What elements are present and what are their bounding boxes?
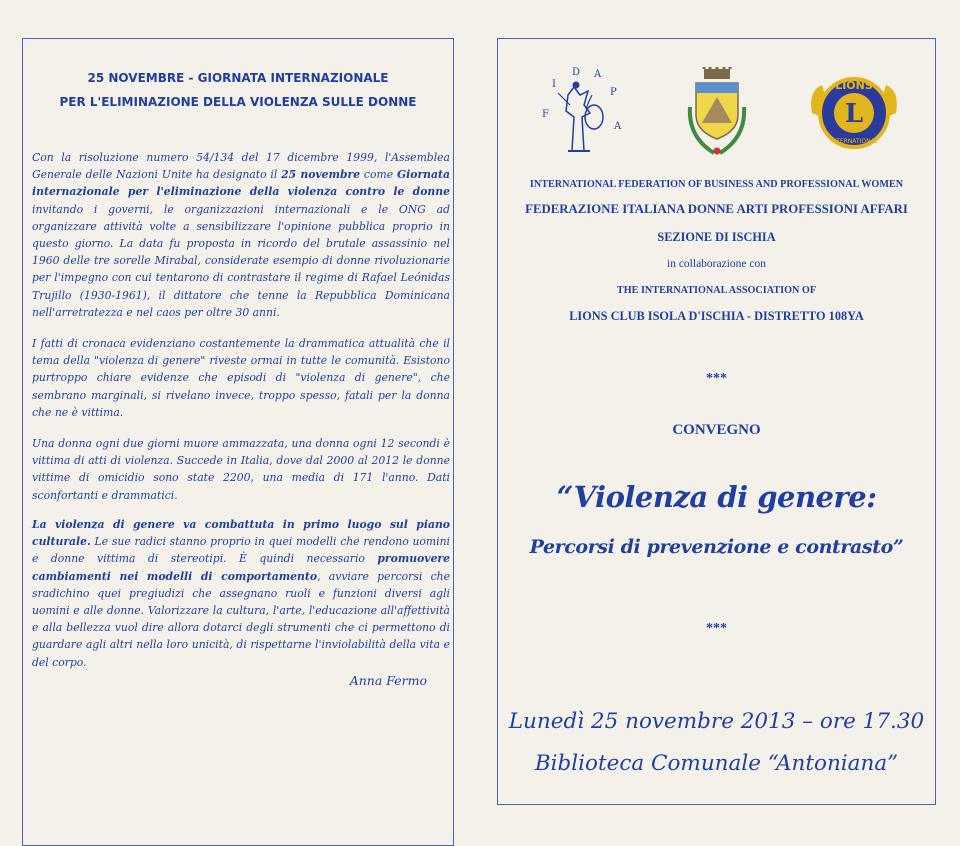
section-name: SEZIONE DI ISCHIA (657, 230, 776, 244)
fidapa-logo (528, 65, 628, 165)
paragraph-2: I fatti di cronaca evidenziano costantemente la drammatica attualità che il tema della "violenza di genere" riveste ormai in tutte le comunità. Esistono purtroppo chiare evidenze che episodi di "violenza di genere", che sembrano marginali, si rivelano invece, troppo spesso, fatali per la donna che ne è vittima. (32, 337, 450, 419)
signature: Anna Fermo (349, 673, 427, 688)
lions-club-name: LIONS CLUB ISOLA D'ISCHIA - DISTRETTO 108YA (569, 309, 864, 323)
lions-logo-letter: L (844, 99, 864, 129)
event-type: CONVEGNO (672, 422, 761, 438)
fidapa-letter-p: P (610, 87, 617, 98)
ischia-crest-logo (684, 67, 750, 159)
collaboration-text: in collaborazione con (667, 258, 766, 270)
fidapa-letter-d: D (572, 67, 581, 78)
paragraph-4-emphasis: promuovere cambiamenti nei modelli di comportamento (32, 552, 450, 583)
paragraph-3: Una donna ogni due giorni muore ammazzata, una donna ogni 12 secondi è vittima di atti di violenza. Succede in Italia, dove dal 2000 al 2012 le donne vittime di omicidio sono state 2200, una media di 171 l'anno. Dati sconfortanti e drammatici. (32, 437, 450, 502)
event-date: Lunedì 25 novembre 2013 – ore 17.30 (508, 709, 925, 734)
left-heading-2: PER L'ELIMINAZIONE DELLA VIOLENZA SULLE DONNE (59, 95, 417, 109)
left-panel (22, 38, 454, 846)
stars-divider-2: *** (706, 621, 727, 636)
paragraph-4 (32, 516, 450, 671)
association-name: THE INTERNATIONAL ASSOCIATION OF (616, 285, 817, 296)
paragraph-1-text-e: invitando i governi, le organizzazioni internazionali e le ONG ad organizzare attività volte a sensibilizzare l'opinione pubblica proprio in questo giorno. La data fu proposta in ricordo del brutale assassinio nel 1960 delle tre sorelle Mirabal, considerate esempio di donne rivoluzionarie per l'impegno con cui tentarono di contrastare il regime di Rafael Leónidas Trujillo (1930-1961), il dittatore che tenne la Repubblica Dominicana nell'arretratezza e nel caos per oltre 30 anni. (32, 202, 450, 319)
lions-logo-bottom-text: INTERNATIONAL (829, 138, 879, 145)
paragraph-1-date-emphasis: 25 novembre (281, 168, 361, 182)
paragraph-1-day-name-emphasis: Giornata internazionale per l'eliminazione della violenza contro le donne (32, 168, 450, 199)
paragraph-4-text-d: , avviare percorsi che sradichino quei pregiudizi che assegnano ruoli e funzioni diversi agli uomini e alle donne. Valorizzare la cultura, l'arte, l'educazione all'affettività e alla bellezza vuol dire allora dotarci degli strumenti che ci permettono di guardare agli altri nella loro unicità, di rispettarne l'inviolabilità della vita e del corpo. (32, 569, 450, 669)
event-title-line-2: Percorsi di prevenzione e contrasto” (529, 536, 904, 558)
federation-name-english: INTERNATIONAL FEDERATION OF BUSINESS AND PROFESSIONAL WOMEN (529, 179, 904, 190)
lions-international-logo (808, 67, 900, 159)
event-title-line-1: “Violenza di genere: (556, 480, 877, 514)
federation-name-italian: FEDERAZIONE ITALIANA DONNE ARTI PROFESSIONI AFFARI (525, 202, 908, 216)
fidapa-letter-f: F (542, 109, 549, 120)
event-venue: Biblioteca Comunale “Antoniana” (534, 751, 899, 776)
left-heading-1: 25 NOVEMBRE - GIORNATA INTERNAZIONALE (87, 71, 389, 85)
lions-logo-top-text: LIONS (835, 79, 873, 92)
fidapa-letter-a2: A (614, 121, 622, 132)
paragraph-1-text-a: Con la risoluzione numero 54/134 del 17 dicembre 1999, l'Assemblea Generale delle Nazioni Unite ha designato il (32, 151, 450, 182)
paragraph-1-text-c: come (360, 168, 397, 182)
right-panel (497, 38, 936, 805)
fidapa-letter-a1: A (594, 69, 602, 80)
paragraph-4-lead-emphasis: La violenza di genere va combattuta in primo luogo sul piano culturale. (32, 518, 450, 549)
paragraph-4-text-b: Le sue radici stanno proprio in quei modelli che rendono uomini e donne vittima di stereotipi. È quindi necessario (32, 535, 450, 566)
fidapa-letter-i: I (552, 79, 556, 90)
paragraph-1 (32, 149, 450, 321)
stars-divider-1: *** (706, 371, 727, 386)
